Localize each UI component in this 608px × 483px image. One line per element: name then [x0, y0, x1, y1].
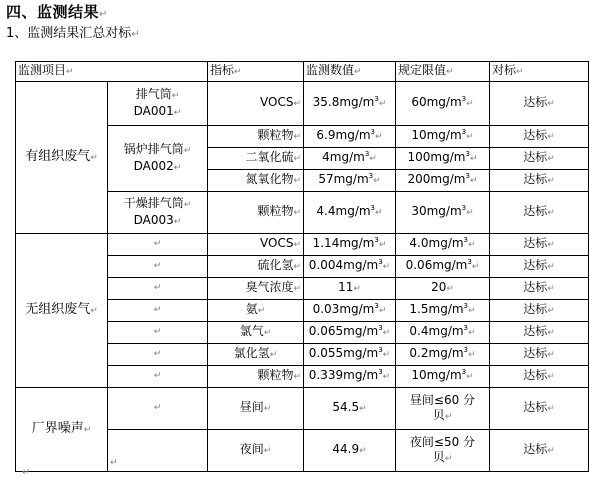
compare-cell: 达标↵ [490, 192, 589, 234]
indicator-cell: 夜间↵ [208, 430, 304, 472]
compare-cell: 达标↵ [490, 388, 589, 430]
compare-cell: 达标↵ [490, 300, 589, 322]
limit-cell: $100mg/m^3↵$ [396, 148, 490, 170]
limit-cell: $60mg/m^3↵$ [396, 82, 490, 126]
value-cell: $0.339mg/m^3↵$ [304, 366, 396, 388]
limit-cell: 20↵ [396, 278, 490, 300]
value-cell: $0.004mg/m^3↵$ [304, 256, 396, 278]
header-limit: 规定限值↵ [396, 62, 490, 82]
limit-cell: $10mg/m^3↵$ [396, 126, 490, 148]
indicator-cell: 臭气浓度↵ [208, 278, 304, 300]
value-cell: $57mg/m^3↵$ [304, 170, 396, 192]
compare-cell: 达标↵ [490, 366, 589, 388]
compare-cell: 达标↵ [490, 126, 589, 148]
value-cell: $0.055mg/m^3↵$ [304, 344, 396, 366]
category-organized: 有组织废气↵ [16, 82, 108, 234]
empty-source-cell: ↵ [108, 388, 208, 430]
compare-cell: 达标↵ [490, 234, 589, 256]
header-indicator: 指标↵ [208, 62, 304, 82]
indicator-cell: 昼间↵ [208, 388, 304, 430]
value-cell: $4.4mg/m^3↵$ [304, 192, 396, 234]
limit-cell: 昼间≤60 分 贝↵ [396, 388, 490, 430]
value-cell: $4mg/m^3↵$ [304, 148, 396, 170]
header-value: 监测数值↵ [304, 62, 396, 82]
empty-source-cell: ↵ [108, 300, 208, 322]
compare-cell: 达标↵ [490, 82, 589, 126]
monitoring-results-table [15, 61, 589, 472]
empty-source-cell: ↵ [108, 278, 208, 300]
indicator-cell: VOCS↵ [208, 82, 304, 126]
source-da001: 排气筒↵ DA001↵ [108, 82, 208, 126]
value-cell: $0.065mg/m^3↵$ [304, 322, 396, 344]
limit-cell: $1.5mg/m^3↵$ [396, 300, 490, 322]
compare-cell: 达标↵ [490, 322, 589, 344]
indicator-cell: 氮氧化物↵ [208, 170, 304, 192]
limit-cell: $4.0mg/m^3↵$ [396, 234, 490, 256]
limit-cell: 夜间≤50 分 贝↵ [396, 430, 490, 472]
compare-cell: 达标↵ [490, 430, 589, 472]
empty-source-cell: ↵ [108, 344, 208, 366]
limit-cell: $30mg/m^3↵$ [396, 192, 490, 234]
source-da002: 锅炉排气筒↵ DA002↵ [108, 126, 208, 192]
indicator-cell: 氯气↵ [208, 322, 304, 344]
table-row [16, 82, 589, 126]
header-compare: 对标↵ [490, 62, 589, 82]
value-cell: 11↵ [304, 278, 396, 300]
category-unorganized: 无组织废气↵ [16, 234, 108, 388]
empty-source-cell: ↵ [108, 256, 208, 278]
value-cell: $35.8mg/m^3↵$ [304, 82, 396, 126]
indicator-cell: VOCS↵ [208, 234, 304, 256]
compare-cell: 达标↵ [490, 278, 589, 300]
indicator-cell: 氯化氢↵ [208, 344, 304, 366]
section-heading: 四、监测结果↵ [6, 3, 108, 21]
indicator-cell: 硫化氢↵ [208, 256, 304, 278]
indicator-cell: 二氧化硫↵ [208, 148, 304, 170]
value-cell: $6.9mg/m^3↵$ [304, 126, 396, 148]
limit-cell: $0.2mg/m^3↵$ [396, 344, 490, 366]
limit-cell: $10mg/m^3↵$ [396, 366, 490, 388]
value-cell: 44.9↵ [304, 430, 396, 472]
table-header-row [16, 62, 589, 82]
paragraph-mark: ↵ [22, 467, 31, 478]
subsection-heading: 1、监测结果汇总对标↵ [6, 26, 140, 41]
source-da003: 干燥排气筒↵ DA003↵ [108, 192, 208, 234]
header-item: 监测项目↵ [16, 62, 208, 82]
limit-cell: $200mg/m^3↵$ [396, 170, 490, 192]
table-row [16, 234, 589, 256]
empty-source-cell: ↵ [108, 322, 208, 344]
value-cell: $0.03mg/m^3↵$ [304, 300, 396, 322]
indicator-cell: 氨↵ [208, 300, 304, 322]
compare-cell: 达标↵ [490, 170, 589, 192]
compare-cell: 达标↵ [490, 148, 589, 170]
compare-cell: 达标↵ [490, 256, 589, 278]
limit-cell: $0.06mg/m^3↵$ [396, 256, 490, 278]
category-noise: 厂界噪声↵ [16, 388, 108, 472]
value-cell: 54.5↵ [304, 388, 396, 430]
indicator-cell: 颗粒物↵ [208, 192, 304, 234]
compare-cell: 达标↵ [490, 344, 589, 366]
table-row [16, 388, 589, 430]
empty-source-cell: ↵ [108, 366, 208, 388]
empty-source-cell: ↵ [108, 234, 208, 256]
value-cell: $1.14mg/m^3↵$ [304, 234, 396, 256]
limit-cell: $0.4mg/m^3↵$ [396, 322, 490, 344]
empty-source-cell: ↵ [108, 430, 208, 472]
indicator-cell: 颗粒物↵ [208, 366, 304, 388]
indicator-cell: 颗粒物↵ [208, 126, 304, 148]
